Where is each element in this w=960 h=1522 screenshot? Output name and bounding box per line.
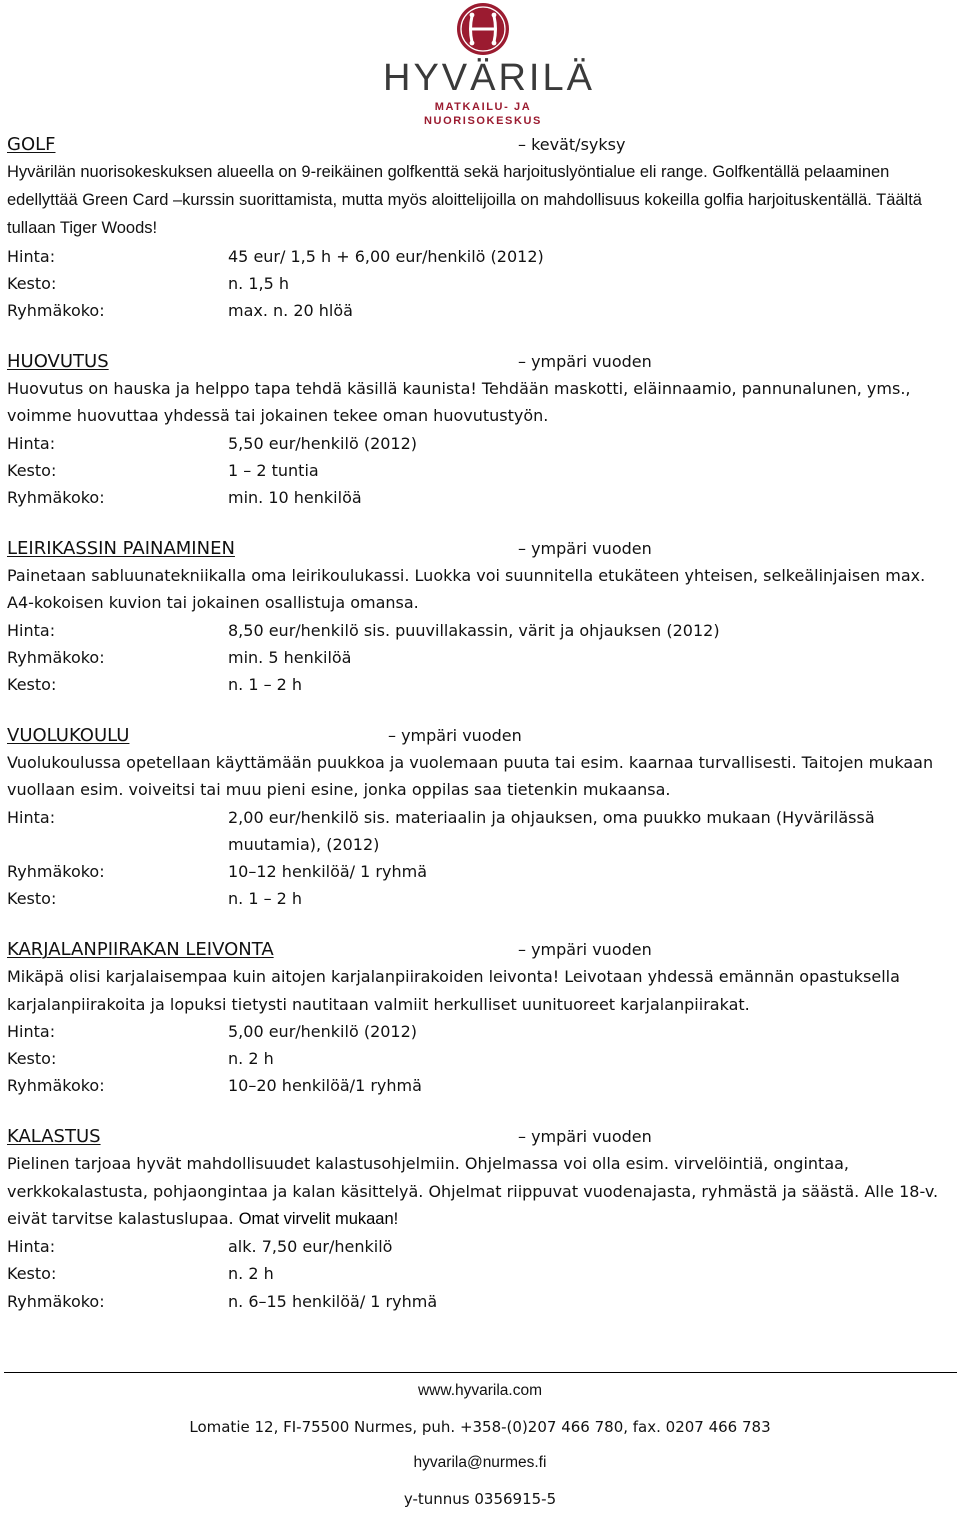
h-emblem-icon: [383, 2, 583, 58]
section-description: Hyvärilän nuorisokeskuksen alueella on 9-reikäinen golfkenttä sekä harjoituslyöntialue eli range. Golfkentällä pelaaminen edellyttää Green Card –kurssin suorittamista, mutta myös aloittelijoilla on mahdollisuus kokeilla golfia harjoituskentällä. Täältä tullaan Tiger Woods!: [7, 163, 922, 238]
detail-value: 5,50 eur/henkilö (2012): [228, 433, 418, 453]
contact-address: Lomatie 12, FI-75500 Nurmes, puh. +358-(0)207 466 780, fax. 0207 466 783: [189, 1418, 771, 1436]
detail-label: Ryhmäkoko:: [7, 301, 105, 321]
detail-value: n. 2 h: [228, 1049, 274, 1069]
detail-row: [7, 1288, 955, 1315]
season-label: – kevät/syksy: [518, 135, 626, 154]
section-header: [7, 936, 955, 963]
detail-value: n. 2 h: [228, 1264, 274, 1284]
detail-row: [7, 885, 955, 912]
email-link[interactable]: hyvarila@nurmes.fi: [413, 1454, 547, 1471]
website-link[interactable]: www.hyvarila.com: [417, 1382, 543, 1399]
detail-label: Kesto:: [7, 675, 57, 695]
business-id: y-tunnus 0356915-5: [403, 1490, 557, 1508]
logo-tagline: MATKAILU- JA NUORISOKESKUS: [424, 101, 542, 127]
detail-label: Ryhmäkoko:: [7, 1291, 105, 1311]
footer-divider: [4, 1372, 957, 1373]
section-title: KALASTUS: [7, 1126, 101, 1148]
detail-label: Ryhmäkoko:: [7, 647, 105, 667]
detail-row: [7, 1045, 955, 1072]
section-header: [7, 1123, 955, 1150]
detail-label: Hinta:: [7, 807, 56, 827]
section-title: HUOVUTUS: [7, 351, 109, 373]
detail-label: Ryhmäkoko:: [7, 1076, 105, 1096]
detail-row: [7, 617, 955, 644]
detail-label: Kesto:: [7, 1049, 57, 1069]
detail-row: [7, 671, 955, 698]
detail-label: Kesto:: [7, 460, 57, 480]
section-description: Painetaan sabluunatekniikalla oma leirikoulukassi. Luokka voi suunnitella etukäteen yhteisen, selkeälinjaisen max. A4-kokoisen kuvion tai jokainen osallistuja omansa.: [7, 566, 926, 613]
detail-row: [7, 243, 955, 270]
section-leirikassin-painaminen: [7, 535, 955, 698]
detail-row: [7, 297, 955, 324]
detail-label: Hinta:: [7, 246, 56, 266]
detail-label: Ryhmäkoko:: [7, 488, 105, 508]
detail-row: [7, 1072, 955, 1099]
logo-wordmark: HYVÄRILÄ: [383, 57, 595, 99]
section-title: GOLF: [7, 134, 56, 155]
detail-label: Hinta:: [7, 1021, 56, 1041]
emphasis-text: Omat virvelit mukaan!: [238, 1209, 399, 1228]
season-label: – ympäri vuoden: [518, 352, 652, 372]
section-header: [7, 535, 955, 562]
detail-row: [7, 457, 955, 484]
detail-value: alk. 7,50 eur/henkilö: [228, 1237, 393, 1257]
detail-value: 5,00 eur/henkilö (2012): [228, 1021, 418, 1041]
detail-label: Hinta:: [7, 1237, 56, 1257]
section-golf: [7, 131, 955, 324]
section-huovutus: [7, 348, 955, 511]
detail-value: n. 1 – 2 h: [228, 889, 303, 909]
section-header: [7, 131, 955, 158]
section-header: [7, 722, 955, 749]
detail-label: Kesto:: [7, 1264, 57, 1284]
detail-row: [7, 1018, 955, 1045]
detail-value: n. 6–15 henkilöä/ 1 ryhmä: [228, 1291, 438, 1311]
detail-row: [7, 270, 955, 297]
footer: [0, 1378, 960, 1522]
detail-value: n. 1,5 h: [228, 273, 289, 293]
detail-value: 10–12 henkilöä/ 1 ryhmä: [228, 862, 427, 882]
detail-value: 10–20 henkilöä/1 ryhmä: [228, 1076, 422, 1096]
detail-value: max. n. 20 hlöä: [228, 301, 353, 321]
section-description: Mikäpä olisi karjalaisempaa kuin aitojen karjalanpiirakoiden leivonta! Leivotaan yhdessä emännän opastuksella karjalanpiirakoita ja lopuksi tietysti nautitaan valmiit herkulliset uunituoreet karjalanpiirakat.: [7, 967, 900, 1014]
detail-row: [7, 484, 955, 511]
detail-row: [7, 858, 955, 885]
section-description: Huovutus on hauska ja helppo tapa tehdä käsillä kaunista! Tehdään maskotti, eläinnaamio, pannunalunen, yms., voimme huovuttaa yhdessä tai jokainen tekee oman huovutustyön.: [7, 379, 911, 426]
section-description: Vuolukoulussa opetellaan käyttämään puukkoa ja vuolemaan puuta tai esim. kaarnaa turvallisesti. Taitojen mukaan vuollaan esim. voiveitsi tai muu pieni esine, jonka oppilas saa tietenkin mukaansa.: [7, 753, 934, 800]
section-header: [7, 348, 955, 375]
section-kalastus: [7, 1123, 955, 1314]
detail-row: [7, 1260, 955, 1287]
detail-value: 1 – 2 tuntia: [228, 460, 319, 480]
section-karjalanpiirakan-leivonta: [7, 936, 955, 1099]
season-label: – ympäri vuoden: [388, 726, 522, 746]
section-title: VUOLUKOULU: [7, 725, 130, 747]
detail-value: 8,50 eur/henkilö sis. puuvillakassin, värit ja ohjauksen (2012): [228, 620, 720, 640]
detail-label: Kesto:: [7, 889, 57, 909]
detail-value: n. 1 – 2 h: [228, 675, 303, 695]
detail-label: Hinta:: [7, 433, 56, 453]
detail-label: Kesto:: [7, 273, 57, 293]
detail-row: [7, 1233, 955, 1260]
season-label: – ympäri vuoden: [518, 940, 652, 960]
detail-value: 2,00 eur/henkilö sis. materiaalin ja ohjauksen, oma puukko mukaan (Hyvärilässä muutamia), (2012): [228, 807, 875, 854]
section-description: Pielinen tarjoaa hyvät mahdollisuudet kalastusohjelmiin. Ohjelmassa voi olla esim. virvelöintiä, ongintaa, verkkokalastusta, pohjaongintaa ja kalan käsittelyä. Ohjelmat riippuvat vuodenajasta, ryhmästä ja säästä. Alle 18-v. eivät tarvitse kalastuslupaa. Omat virvelit mukaan!: [7, 1154, 939, 1228]
section-vuolukoulu: [7, 722, 955, 912]
season-label: – ympäri vuoden: [518, 1127, 652, 1147]
detail-label: Hinta:: [7, 620, 56, 640]
activity-list: [7, 131, 955, 1339]
detail-row: [7, 430, 955, 457]
section-title: LEIRIKASSIN PAINAMINEN: [7, 538, 235, 560]
detail-value: 45 eur/ 1,5 h + 6,00 eur/henkilö (2012): [228, 246, 544, 266]
detail-row: [7, 644, 955, 671]
detail-value: min. 10 henkilöä: [228, 488, 362, 508]
hyvarila-logo: [383, 2, 595, 127]
detail-value: min. 5 henkilöä: [228, 647, 352, 667]
detail-row: [7, 804, 955, 858]
season-label: – ympäri vuoden: [518, 539, 652, 559]
section-title: KARJALANPIIRAKAN LEIVONTA: [7, 939, 274, 961]
detail-label: Ryhmäkoko:: [7, 862, 105, 882]
